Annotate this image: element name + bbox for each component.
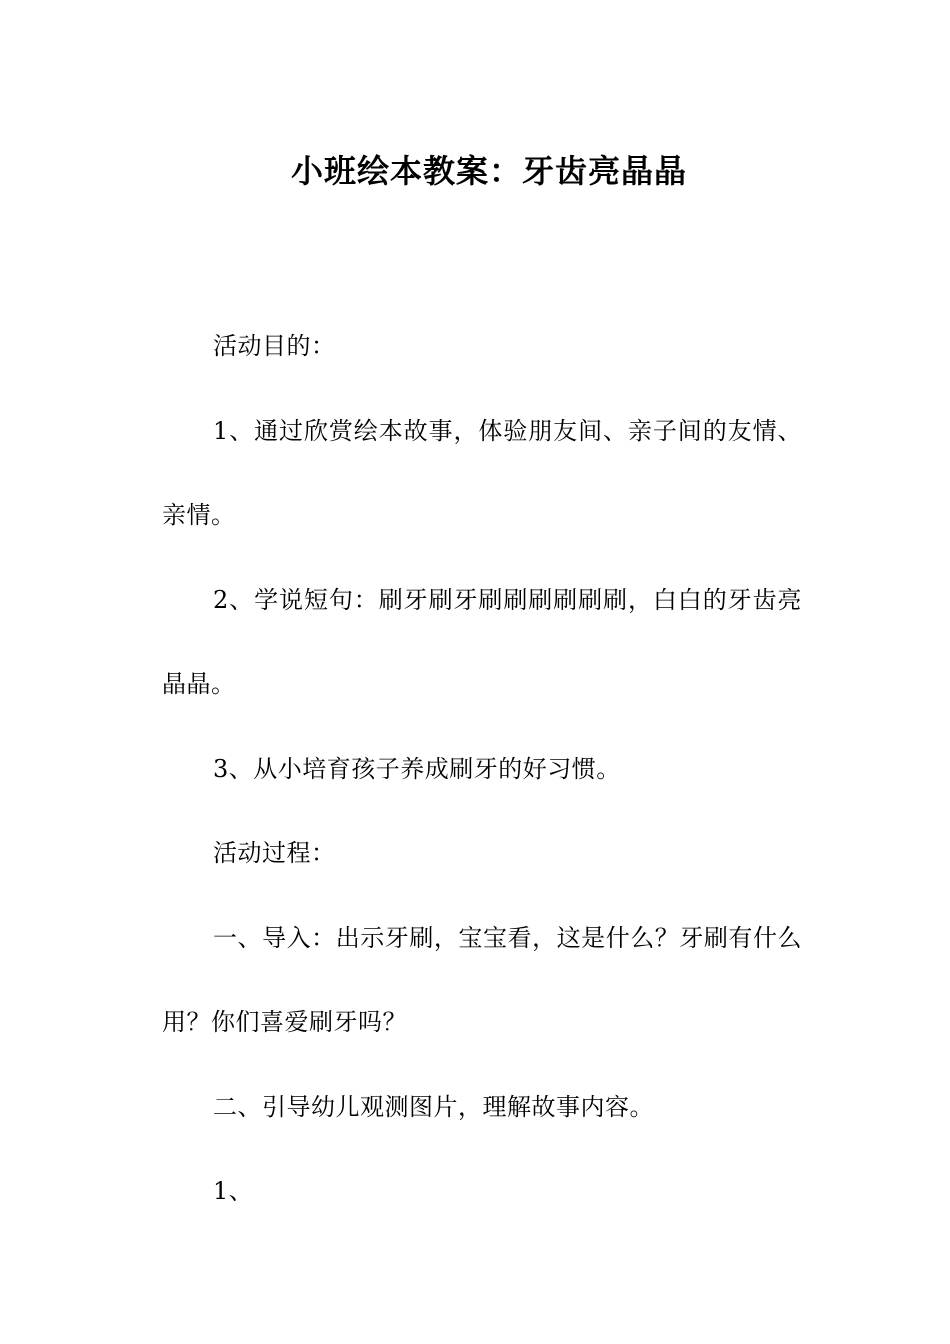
paragraph-step-2-1: 1、 <box>213 1177 254 1205</box>
paragraph-process-heading: 活动过程： <box>213 839 336 867</box>
paragraph-goal-3: 3、从小培育孩子养成刷牙的好习惯。 <box>213 754 621 783</box>
paragraph-goal-1: 1、通过欣赏绘本故事，体验朋友间、亲子间的友情、亲情。 <box>162 416 802 529</box>
document-body <box>162 304 802 1234</box>
paragraph-step-1: 一、导入：出示牙刷，宝宝看，这是什么？牙刷有什么用？你们喜爱刷牙吗？ <box>162 923 802 1036</box>
paragraph-step-2: 二、引导幼儿观测图片，理解故事内容。 <box>213 1092 654 1121</box>
paragraph-goal-heading: 活动目的： <box>213 332 336 360</box>
paragraph-goal-2: 2、学说短句：刷牙刷牙刷刷刷刷刷刷，白白的牙齿亮晶晶。 <box>162 585 802 698</box>
document-title: 小班绘本教案：牙齿亮晶晶 <box>290 152 687 191</box>
